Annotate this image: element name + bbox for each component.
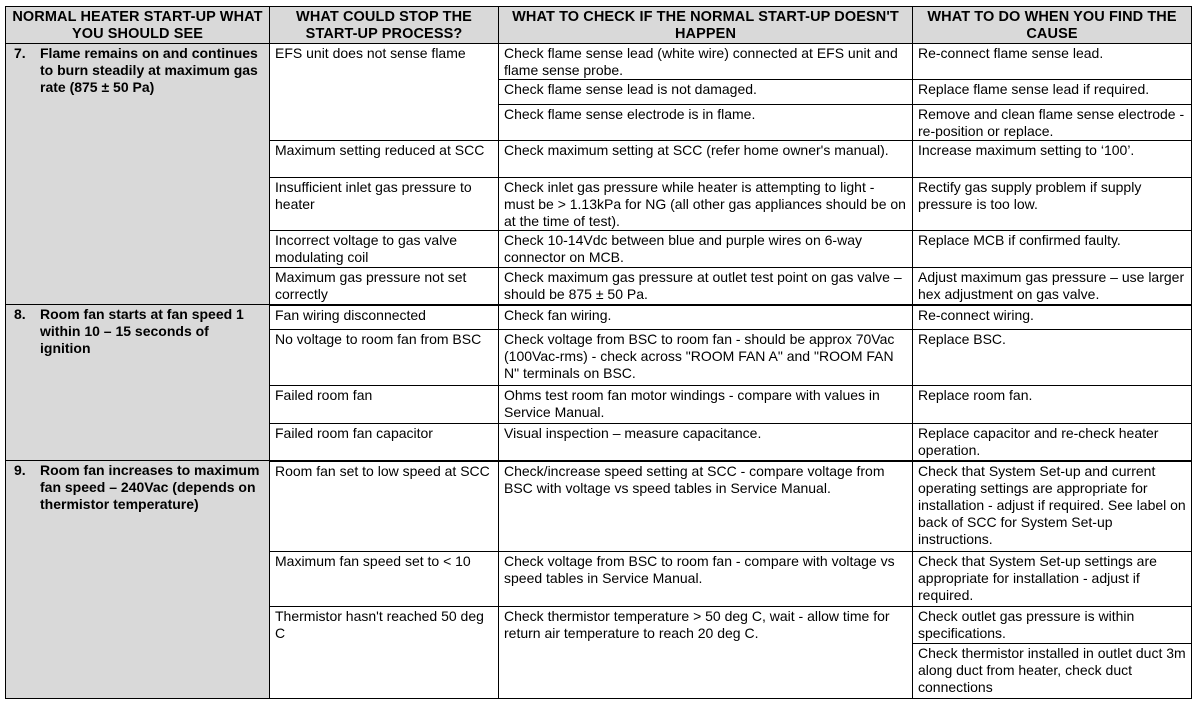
action-cell: Replace flame sense lead if required. <box>913 80 1192 104</box>
action-cell: Increase maximum setting to ‘100’. <box>913 141 1192 177</box>
cause-cell: Maximum setting reduced at SCC <box>270 141 499 177</box>
stage-description: Room fan starts at fan speed 1 within 10 – 15 seconds of ignition <box>40 306 244 357</box>
check-cell: Check maximum gas pressure at outlet test point on gas valve – should be 875 ± 50 Pa. <box>499 267 913 304</box>
cause-cell: Insufficient inlet gas pressure to heater <box>270 177 499 231</box>
stage-number: 9. <box>14 462 26 478</box>
check-cell: Check 10-14Vdc between blue and purple wires on 6-way connector on MCB. <box>499 231 913 267</box>
check-cell: Ohms test room fan motor windings - compare with values in Service Manual. <box>499 386 913 423</box>
troubleshooting-table <box>5 6 1192 699</box>
action-cell: Adjust maximum gas pressure – use larger hex adjustment on gas valve. <box>913 267 1192 304</box>
stage-description: Flame remains on and continues to burn steadily at maximum gas rate (875 ± 50 Pa) <box>40 45 258 95</box>
header-what-to-do: WHAT TO DO WHEN YOU FIND THE CAUSE <box>913 7 1192 44</box>
cause-cell: Maximum gas pressure not set correctly <box>270 267 499 304</box>
header-row <box>6 7 1192 44</box>
check-cell: Check inlet gas pressure while heater is attempting to light - must be > 1.13kPa for NG (all other gas appliances should be on at the time of test). <box>499 177 913 231</box>
action-cell: Check outlet gas pressure is within specifications. <box>913 606 1192 643</box>
check-cell: Check fan wiring. <box>499 305 913 330</box>
header-what-you-should-see: NORMAL HEATER START-UP WHAT YOU SHOULD SEE <box>6 7 270 44</box>
check-cell: Check/increase speed setting at SCC - compare voltage from BSC with voltage vs speed tables in Service Manual. <box>499 461 913 552</box>
action-cell: Replace MCB if confirmed faulty. <box>913 231 1192 267</box>
table-row <box>6 44 1192 80</box>
check-cell: Check voltage from BSC to room fan - compare with voltage vs speed tables in Service Manual. <box>499 552 913 607</box>
check-cell: Check flame sense lead (white wire) connected at EFS unit and flame sense probe. <box>499 44 913 80</box>
table-row <box>6 305 1192 330</box>
action-cell: Re-connect wiring. <box>913 305 1192 330</box>
check-cell: Check thermistor temperature > 50 deg C, wait - allow time for return air temperature to reach 20 deg C. <box>499 606 913 698</box>
check-cell: Check flame sense lead is not damaged. <box>499 80 913 104</box>
action-cell: Remove and clean flame sense electrode - re-position or replace. <box>913 104 1192 140</box>
header-what-to-check: WHAT TO CHECK IF THE NORMAL START-UP DOESN'T HAPPEN <box>499 7 913 44</box>
action-cell: Replace capacitor and re-check heater operation. <box>913 423 1192 460</box>
stage-9-cell <box>6 461 270 699</box>
action-cell: Replace BSC. <box>913 330 1192 386</box>
cause-cell: Room fan set to low speed at SCC <box>270 461 499 552</box>
stage-description: Room fan increases to maximum fan speed – 240Vac (depends on thermistor temperature) <box>40 462 260 512</box>
cause-cell: Maximum fan speed set to < 10 <box>270 552 499 607</box>
action-cell: Check that System Set-up and current operating settings are appropriate for installation - adjust if required. See label on back of SCC for System Set-up instructions. <box>913 461 1192 552</box>
cause-cell: Thermistor hasn't reached 50 deg C <box>270 606 499 698</box>
action-cell: Re-connect flame sense lead. <box>913 44 1192 80</box>
stage-8-cell <box>6 305 270 461</box>
cause-cell: EFS unit does not sense flame <box>270 44 499 141</box>
header-what-could-stop: WHAT COULD STOP THE START-UP PROCESS? <box>270 7 499 44</box>
stage-number: 8. <box>14 306 26 323</box>
check-cell: Check flame sense electrode is in flame. <box>499 104 913 140</box>
cause-cell: Failed room fan <box>270 386 499 423</box>
cause-cell: Failed room fan capacitor <box>270 423 499 460</box>
action-cell: Check thermistor installed in outlet duct 3m along duct from heater, check duct connections <box>913 644 1192 699</box>
cause-cell: Fan wiring disconnected <box>270 305 499 330</box>
action-cell: Rectify gas supply problem if supply pressure is too low. <box>913 177 1192 231</box>
action-cell: Replace room fan. <box>913 386 1192 423</box>
cause-cell: No voltage to room fan from BSC <box>270 330 499 386</box>
check-cell: Check voltage from BSC to room fan - should be approx 70Vac (100Vac-rms) - check across "ROOM FAN A" and "ROOM FAN N" terminals on BSC. <box>499 330 913 386</box>
stage-number: 7. <box>14 45 26 61</box>
table-row <box>6 461 1192 552</box>
cause-cell: Incorrect voltage to gas valve modulating coil <box>270 231 499 267</box>
action-cell: Check that System Set-up settings are appropriate for installation - adjust if required. <box>913 552 1192 607</box>
check-cell: Check maximum setting at SCC (refer home owner's manual). <box>499 141 913 177</box>
check-cell: Visual inspection – measure capacitance. <box>499 423 913 460</box>
stage-7-cell <box>6 44 270 305</box>
